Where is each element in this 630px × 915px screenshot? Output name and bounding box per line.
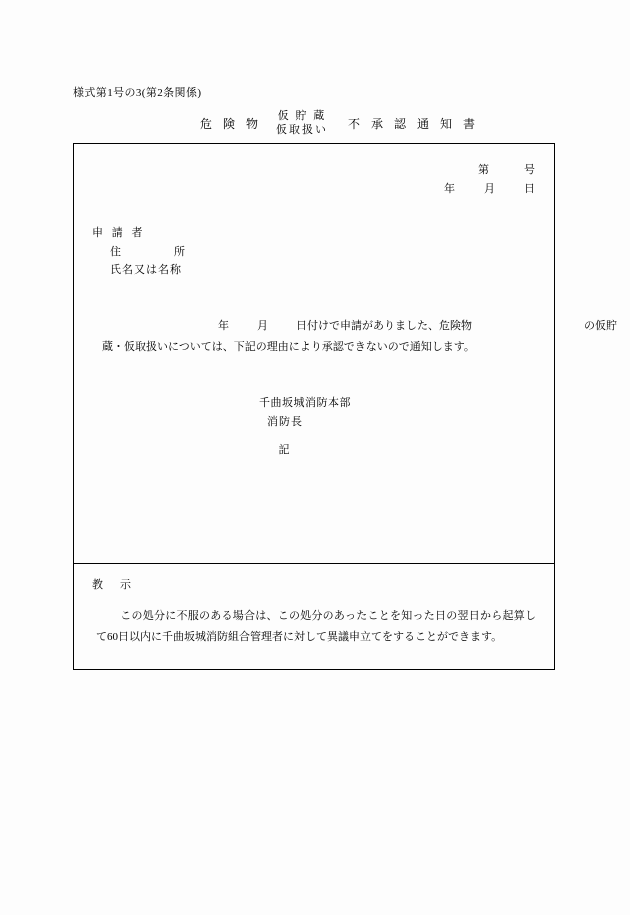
body-month-label: 月	[257, 320, 268, 332]
notice-body-text: この処分に不服のある場合は、この処分のあったことを知った日の翌日から起算して60日以内に千曲坂城消防組合管理者に対して異議申立てをすることができます。	[96, 610, 536, 644]
applicant-address-label-2: 所	[174, 245, 186, 258]
issuer-organization: 千曲坂城消防本部	[259, 397, 351, 409]
applicant-name-label: 氏名又は名称	[110, 264, 182, 277]
title-main-text: 危 険 物	[200, 117, 263, 132]
notice-body	[96, 606, 536, 649]
body-line-2: 蔵・仮取扱いについては、下記の理由により承認できないので通知します。	[102, 340, 475, 353]
document-number-label: 第	[478, 164, 490, 176]
applicant-name-row	[110, 261, 186, 280]
section-divider	[74, 563, 554, 564]
applicant-heading: 申 請 者	[92, 227, 146, 239]
notice-heading: 教 示	[92, 579, 134, 591]
body-text	[92, 316, 617, 358]
date-day-label: 日	[524, 183, 536, 195]
title-tail-text: 不 承 認 通 知 書	[348, 117, 480, 132]
issuer-chief: 消防長	[267, 415, 303, 428]
body-year-label: 年	[218, 320, 229, 332]
date-month-label: 月	[484, 183, 496, 195]
title-stacked-text	[276, 110, 328, 138]
form-number: 様式第1号の3(第2条関係)	[73, 87, 202, 99]
applicant-block	[92, 224, 186, 280]
title-stacked-line-2: 仮取扱い	[276, 123, 329, 136]
applicant-address-row	[110, 243, 186, 262]
document-number-suffix: 号	[524, 164, 536, 176]
applicant-address-label: 住	[110, 245, 122, 258]
document-title	[200, 110, 500, 138]
body-line-1	[92, 316, 617, 337]
title-stacked-line-1: 仮 貯 蔵	[277, 110, 327, 122]
document-number-line	[478, 161, 536, 177]
issuer-block	[74, 394, 554, 431]
ki-mark: 記	[278, 444, 290, 456]
document-date-line	[444, 180, 536, 196]
body-end-text: の仮貯	[584, 320, 617, 332]
document-frame	[73, 143, 617, 670]
date-year-label: 年	[444, 183, 456, 195]
body-mid-text: 日付けで申請がありました、危険物	[296, 320, 472, 332]
